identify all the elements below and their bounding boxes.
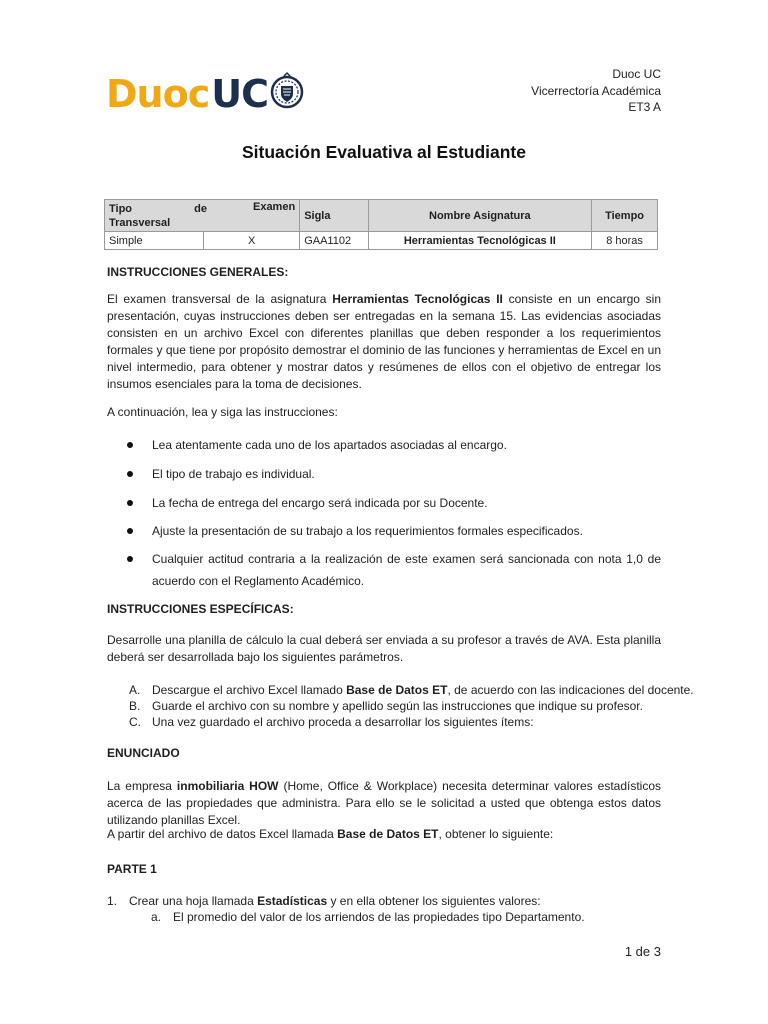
sheet-name: Estadísticas bbox=[257, 894, 328, 908]
general-instructions-heading: INSTRUCCIONES GENERALES: bbox=[107, 265, 289, 279]
header-word-examen: Examen bbox=[252, 200, 296, 213]
bullet-icon bbox=[127, 528, 133, 534]
header-word-transversal: Transversal bbox=[109, 216, 171, 229]
table-header-row bbox=[105, 200, 658, 232]
list-item bbox=[129, 714, 534, 730]
bullet-icon bbox=[127, 442, 133, 448]
list-item bbox=[127, 434, 661, 456]
cell-examen: X bbox=[204, 232, 300, 250]
list-item bbox=[127, 548, 661, 592]
list-item bbox=[127, 492, 661, 514]
general-p1-c: consiste en un encargo sin presentación, cuyas instrucciones deben ser entregadas en la semana 15. Las evidencias asociadas consisten en un archivo Excel con diferentes planillas que deben responder a los requerimientos formales y que tiene por propósito demostrar el dominio de las funciones y herramientas de Excel en un nivel intermedio, para obtener y mostrar datos y resúmenes de ellos con el objetivo de entregar los insumos esenciales para la toma de decisiones. bbox=[107, 292, 661, 391]
statement-p2-c: , obtener lo siguiente: bbox=[438, 827, 554, 841]
bullet-text: Ajuste la presentación de su trabajo a los requerimientos formales especificados. bbox=[152, 524, 583, 538]
general-paragraph bbox=[107, 291, 661, 393]
logo-duoc-text: Duoc bbox=[106, 72, 210, 116]
list-marker: B. bbox=[129, 699, 141, 713]
statement-instruction bbox=[107, 826, 661, 843]
specific-instructions-heading: INSTRUCCIONES ESPECÍFICAS: bbox=[107, 602, 294, 616]
list-item bbox=[129, 698, 643, 714]
cell-tiempo: 8 horas bbox=[592, 232, 658, 250]
table-row bbox=[105, 232, 658, 250]
item-text: El promedio del valor de los arriendos de las propiedades tipo Departamento. bbox=[173, 910, 585, 924]
bullet-text: Cualquier actitud contraria a la realización de este examen será sancionada con nota 1,0 de acuerdo con el Reglamento Académico. bbox=[152, 552, 661, 588]
bullet-icon bbox=[127, 556, 133, 562]
header-tiempo: Tiempo bbox=[592, 200, 658, 232]
institution-block bbox=[531, 66, 661, 116]
statement-company: inmobiliaria HOW bbox=[176, 779, 279, 793]
list-marker: C. bbox=[129, 715, 141, 729]
bullet-text: Lea atentamente cada uno de los apartados asociadas al encargo. bbox=[152, 438, 507, 452]
list-marker: 1. bbox=[107, 894, 118, 908]
general-p1-a: El examen transversal de la asignatura bbox=[107, 292, 333, 306]
list-marker: A. bbox=[129, 683, 141, 697]
list-item bbox=[129, 682, 694, 698]
bullet-icon bbox=[127, 471, 133, 477]
header-nombre-asignatura: Nombre Asignatura bbox=[368, 200, 592, 232]
specific-paragraph: Desarrolle una planilla de cálculo la cual deberá ser enviada a su profesor a través de AVA. Esta planilla deberá ser desarrollada bajo los siguientes parámetros. bbox=[107, 633, 661, 664]
item-text-end: y en ella obtener los siguientes valores: bbox=[327, 894, 541, 908]
item-text: Una vez guardado el archivo proceda a desarrollar los siguientes ítems: bbox=[152, 715, 534, 729]
list-item bbox=[127, 463, 661, 485]
department-name: Vicerrectoría Académica bbox=[531, 83, 661, 98]
statement-paragraph bbox=[107, 778, 661, 829]
page-number: 1 de 3 bbox=[624, 944, 661, 959]
list-item bbox=[127, 520, 661, 542]
follow-instructions-text: A continuación, lea y siga las instrucciones: bbox=[107, 405, 338, 419]
item-text: Guarde el archivo con su nombre y apellido según las instrucciones que indique su profesor. bbox=[152, 699, 643, 713]
duoc-uc-logo bbox=[106, 70, 304, 118]
statement-heading: ENUNCIADO bbox=[107, 746, 180, 760]
university-seal-icon bbox=[270, 71, 304, 113]
general-p1-subject: Herramientas Tecnológicas II bbox=[332, 292, 503, 306]
header-word-de: de bbox=[194, 202, 207, 215]
item-text-end: , de acuerdo con las indicaciones del docente. bbox=[447, 683, 694, 697]
statement-p1-a: La empresa bbox=[107, 779, 177, 793]
item-text: Descargue el archivo Excel llamado bbox=[152, 683, 347, 697]
statement-p2-a: A partir del archivo de datos Excel llamada bbox=[107, 827, 338, 841]
header-word-tipo: Tipo bbox=[109, 202, 133, 215]
item-text: Crear una hoja llamada bbox=[129, 894, 258, 908]
institution-name: Duoc UC bbox=[612, 67, 661, 81]
header-tipo-examen bbox=[105, 200, 300, 232]
document-title: Situación Evaluativa al Estudiante bbox=[242, 142, 526, 162]
statement-file-name: Base de Datos ET bbox=[337, 827, 439, 841]
list-item bbox=[151, 909, 671, 926]
cell-tipo: Simple bbox=[105, 232, 204, 250]
list-marker: a. bbox=[151, 910, 162, 924]
document-code: ET3 A bbox=[628, 100, 661, 114]
exam-info-table bbox=[104, 199, 658, 250]
cell-sigla: GAA1102 bbox=[300, 232, 368, 250]
statement-p1-c: (Home, Office & Workplace) necesita determinar valores estadísticos acerca de las propiedades que administra. Para ello se le solicitad a usted que obtenga estos datos utilizando planillas Excel. bbox=[107, 779, 662, 827]
item-bold-text: Base de Datos ET bbox=[346, 683, 448, 697]
bullet-icon bbox=[127, 500, 133, 506]
bullet-text: La fecha de entrega del encargo será indicada por su Docente. bbox=[152, 496, 488, 510]
list-item bbox=[107, 893, 661, 910]
bullet-text: El tipo de trabajo es individual. bbox=[152, 467, 315, 481]
header-sigla: Sigla bbox=[300, 200, 368, 232]
part1-heading: PARTE 1 bbox=[107, 862, 157, 876]
logo-uc-text: UC bbox=[211, 72, 268, 116]
cell-nombre: Herramientas Tecnológicas II bbox=[368, 232, 592, 250]
